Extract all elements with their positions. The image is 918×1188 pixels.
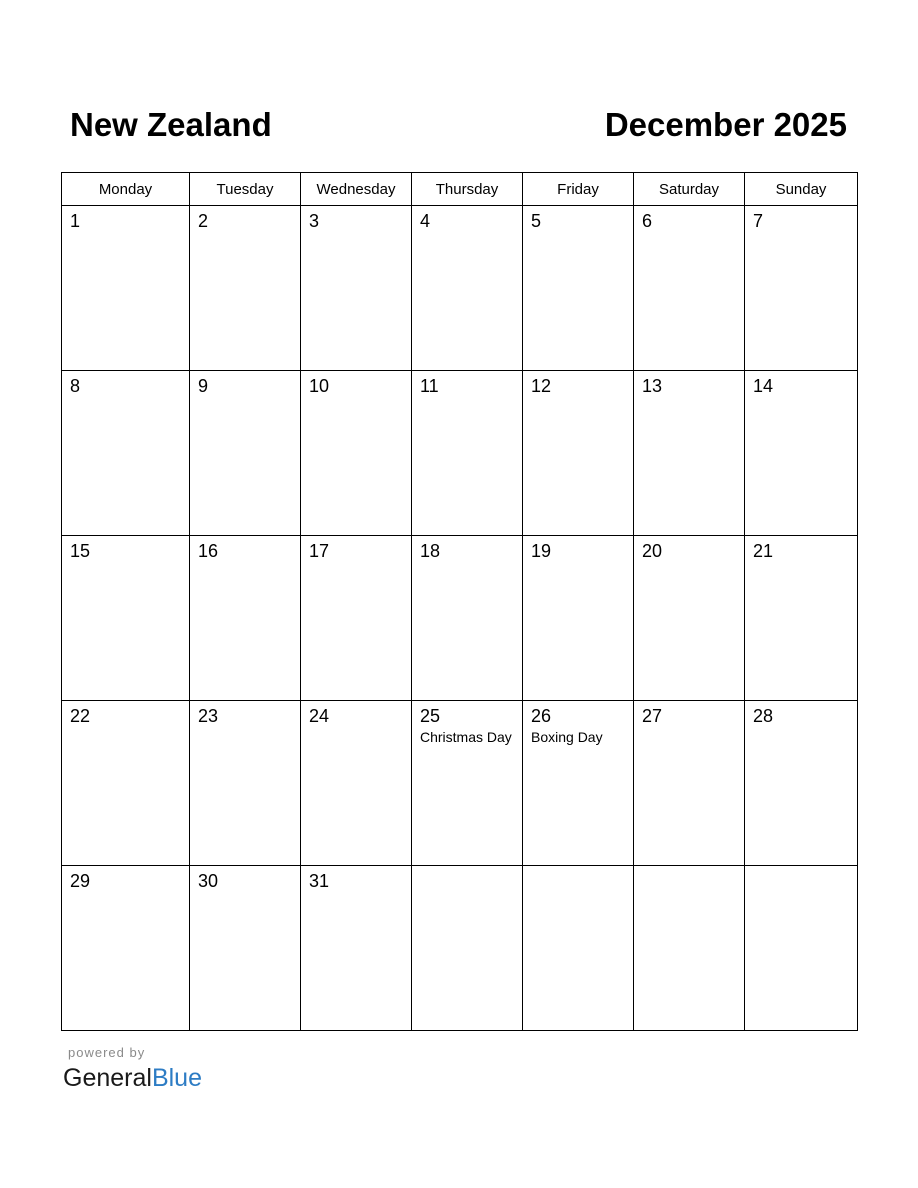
week-row [62, 206, 858, 371]
day-cell [62, 371, 190, 536]
empty-day-cell [523, 866, 634, 1031]
day-number: 28 [753, 706, 774, 726]
day-number: 11 [420, 376, 439, 396]
day-number: 15 [70, 541, 91, 561]
day-number: 4 [420, 211, 431, 231]
day-number: 16 [198, 541, 219, 561]
day-cell [62, 536, 190, 701]
day-cell-christmas [412, 701, 523, 866]
day-number: 27 [642, 706, 663, 726]
empty-day-cell [412, 866, 523, 1031]
week-row [62, 536, 858, 701]
day-cell [301, 536, 412, 701]
day-cell [190, 866, 301, 1031]
day-number: 23 [198, 706, 219, 726]
day-number: 2 [198, 211, 209, 231]
brand-blue-text: Blue [151, 1064, 202, 1092]
day-number: 21 [753, 541, 774, 561]
day-cell [62, 866, 190, 1031]
day-number: 29 [70, 871, 91, 891]
day-cell [190, 206, 301, 371]
day-cell [745, 701, 858, 866]
day-cell [745, 371, 858, 536]
weekday-header-saturday: Saturday [634, 173, 745, 206]
empty-day-cell [634, 866, 745, 1031]
week-row [62, 701, 858, 866]
weekday-header-wednesday: Wednesday [301, 173, 412, 206]
day-number: 25 [420, 706, 441, 726]
day-cell [190, 371, 301, 536]
day-number: 6 [642, 211, 653, 231]
day-cell [190, 536, 301, 701]
weekday-header-thursday: Thursday [412, 173, 523, 206]
day-cell [634, 371, 745, 536]
day-cell [634, 206, 745, 371]
day-number: 9 [198, 376, 209, 396]
brand-general-text: General [63, 1064, 152, 1092]
weekday-header-sunday: Sunday [745, 173, 858, 206]
week-row [62, 866, 858, 1031]
empty-day-cell [745, 866, 858, 1031]
day-cell [523, 371, 634, 536]
weekday-header-friday: Friday [523, 173, 634, 206]
day-cell [634, 701, 745, 866]
day-number: 12 [531, 376, 552, 396]
day-number: 1 [70, 211, 81, 231]
month-year-title: December 2025 [604, 106, 847, 143]
day-cell [523, 536, 634, 701]
day-cell-boxing-day [523, 701, 634, 866]
day-number: 8 [70, 376, 81, 396]
day-cell [745, 536, 858, 701]
day-number: 17 [309, 541, 330, 561]
day-cell [412, 536, 523, 701]
day-number: 14 [753, 376, 774, 396]
day-cell [62, 701, 190, 866]
generalblue-logo[interactable] [63, 1063, 202, 1093]
weekday-header-row [62, 173, 858, 206]
footer-logo[interactable] [63, 1045, 202, 1093]
day-cell [62, 206, 190, 371]
day-cell [301, 866, 412, 1031]
day-number: 24 [309, 706, 330, 726]
week-row [62, 371, 858, 536]
day-cell [190, 701, 301, 866]
calendar-grid [61, 172, 858, 1031]
day-number: 22 [70, 706, 91, 726]
day-cell [634, 536, 745, 701]
holiday-label-boxing-day: Boxing Day [531, 729, 603, 745]
weekday-header-monday: Monday [62, 173, 190, 206]
day-cell [412, 371, 523, 536]
day-number: 30 [198, 871, 219, 891]
day-number: 19 [531, 541, 552, 561]
day-cell [301, 206, 412, 371]
day-number: 13 [642, 376, 663, 396]
day-number: 18 [420, 541, 441, 561]
day-number: 26 [531, 706, 552, 726]
country-title: New Zealand [70, 106, 272, 143]
day-number: 3 [309, 211, 320, 231]
day-cell [301, 701, 412, 866]
day-cell [301, 371, 412, 536]
powered-by-text: powered by [68, 1045, 146, 1060]
day-number: 7 [753, 211, 764, 231]
day-cell [412, 206, 523, 371]
day-cell [745, 206, 858, 371]
day-number: 10 [309, 376, 330, 396]
weekday-header-tuesday: Tuesday [190, 173, 301, 206]
day-number: 31 [309, 871, 330, 891]
holiday-label-christmas: Christmas Day [420, 729, 512, 745]
day-number: 5 [531, 211, 542, 231]
day-cell [523, 206, 634, 371]
day-number: 20 [642, 541, 663, 561]
